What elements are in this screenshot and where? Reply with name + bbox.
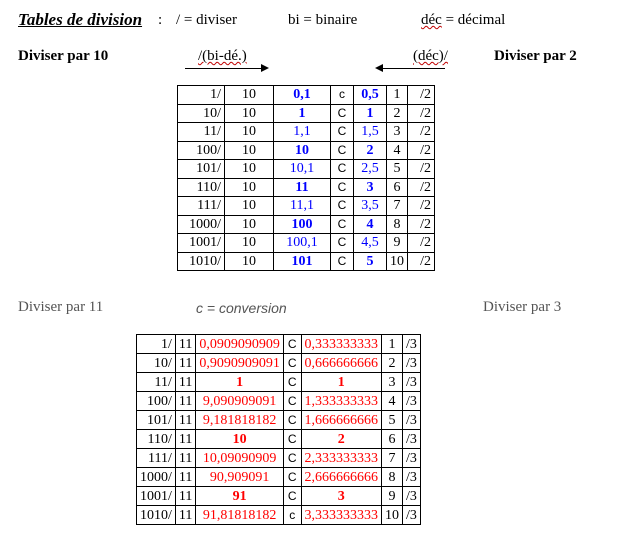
cell-divisor: 11 [175, 506, 195, 525]
cell-decimal-divisor: /2 [408, 86, 435, 105]
title-colon: : [158, 12, 163, 28]
cell-binary: 101/ [178, 160, 225, 179]
cell-decimal-result: 4 [354, 215, 387, 234]
cell-conversion: c [283, 506, 301, 525]
cell-divisor: 11 [175, 354, 195, 373]
table-row [178, 141, 435, 160]
cell-decimal-result: 1,5 [354, 123, 387, 142]
cell-divisor: 10 [225, 178, 274, 197]
cell-decimal: 7 [382, 449, 403, 468]
cell-conversion: C [283, 411, 301, 430]
cell-decimal-divisor: /2 [408, 234, 435, 253]
cell-binary-result: 90,909091 [196, 468, 284, 487]
cell-binary-result: 11 [274, 178, 331, 197]
table-row [137, 430, 421, 449]
cell-decimal: 1 [387, 86, 408, 105]
cell-binary-result: 10,1 [274, 160, 331, 179]
cell-decimal: 4 [382, 392, 403, 411]
cell-decimal-result: 0,666666666 [301, 354, 382, 373]
cell-conversion: C [283, 449, 301, 468]
cell-decimal-divisor: /3 [403, 430, 421, 449]
cell-decimal: 3 [387, 123, 408, 142]
legend-decimal-text: = décimal [441, 12, 506, 28]
arrow-label-bi-de: /(bi-dé.) [198, 48, 247, 64]
cell-decimal-divisor: /2 [408, 252, 435, 271]
cell-conversion: C [331, 178, 354, 197]
cell-decimal: 9 [387, 234, 408, 253]
cell-decimal-divisor: /3 [403, 487, 421, 506]
cell-divisor: 10 [225, 234, 274, 253]
cell-binary-result: 1,1 [274, 123, 331, 142]
cell-binary-result: 0,9090909091 [196, 354, 284, 373]
cell-binary-result: 0,1 [274, 86, 331, 105]
cell-divisor: 11 [175, 335, 195, 354]
cell-binary: 110/ [178, 178, 225, 197]
cell-decimal-result: 0,333333333 [301, 335, 382, 354]
cell-divisor: 10 [225, 160, 274, 179]
legend-diviser: / = diviser [176, 12, 237, 28]
cell-binary-result: 1 [196, 373, 284, 392]
cell-conversion: C [283, 335, 301, 354]
cell-conversion: C [331, 197, 354, 216]
table-row [137, 335, 421, 354]
cell-binary-result: 10 [196, 430, 284, 449]
cell-decimal: 9 [382, 487, 403, 506]
cell-binary: 111/ [178, 197, 225, 216]
cell-binary-result: 11,1 [274, 197, 331, 216]
cell-conversion: C [283, 392, 301, 411]
table-row [137, 411, 421, 430]
cell-binary: 1000/ [137, 468, 176, 487]
conversion-note: c = conversion [196, 300, 287, 316]
cell-binary: 1/ [178, 86, 225, 105]
heading-diviser-par-3: Diviser par 3 [483, 299, 562, 315]
cell-decimal: 6 [382, 430, 403, 449]
cell-conversion: C [331, 141, 354, 160]
cell-decimal-result: 3 [301, 487, 382, 506]
cell-decimal-result: 1,666666666 [301, 411, 382, 430]
cell-divisor: 11 [175, 449, 195, 468]
cell-decimal: 5 [387, 160, 408, 179]
cell-binary: 11/ [178, 123, 225, 142]
table-row [137, 354, 421, 373]
cell-divisor: 10 [225, 123, 274, 142]
table-row [137, 373, 421, 392]
heading-diviser-par-2: Diviser par 2 [494, 48, 577, 64]
cell-binary: 101/ [137, 411, 176, 430]
cell-decimal-divisor: /3 [403, 449, 421, 468]
cell-decimal-result: 4,5 [354, 234, 387, 253]
table-row [178, 197, 435, 216]
cell-conversion: C [331, 252, 354, 271]
cell-decimal-divisor: /2 [408, 141, 435, 160]
table-row [137, 506, 421, 525]
cell-binary-result: 9,090909091 [196, 392, 284, 411]
cell-decimal: 3 [382, 373, 403, 392]
cell-divisor: 10 [225, 141, 274, 160]
cell-conversion: C [331, 123, 354, 142]
cell-decimal-result: 2,5 [354, 160, 387, 179]
table-division-11-3 [136, 334, 421, 525]
cell-conversion: C [331, 234, 354, 253]
cell-divisor: 10 [225, 252, 274, 271]
cell-decimal-divisor: /3 [403, 373, 421, 392]
cell-decimal-result: 1 [354, 104, 387, 123]
cell-decimal-divisor: /3 [403, 335, 421, 354]
table-row [178, 234, 435, 253]
cell-conversion: C [283, 487, 301, 506]
cell-binary: 11/ [137, 373, 176, 392]
cell-binary: 1010/ [137, 506, 176, 525]
cell-binary: 111/ [137, 449, 176, 468]
cell-binary-result: 0,0909090909 [196, 335, 284, 354]
cell-decimal: 6 [387, 178, 408, 197]
cell-decimal: 1 [382, 335, 403, 354]
cell-divisor: 11 [175, 373, 195, 392]
cell-conversion: c [331, 86, 354, 105]
cell-decimal-result: 1 [301, 373, 382, 392]
cell-conversion: C [331, 104, 354, 123]
cell-decimal-result: 0,5 [354, 86, 387, 105]
table-row [137, 392, 421, 411]
cell-conversion: C [283, 354, 301, 373]
cell-decimal: 8 [382, 468, 403, 487]
cell-binary: 1010/ [178, 252, 225, 271]
cell-binary: 100/ [137, 392, 176, 411]
cell-decimal-result: 3,333333333 [301, 506, 382, 525]
table-row [137, 468, 421, 487]
cell-conversion: C [283, 430, 301, 449]
table-row [178, 123, 435, 142]
heading-diviser-par-11: Diviser par 11 [18, 299, 104, 315]
cell-decimal: 8 [387, 215, 408, 234]
cell-decimal-result: 3 [354, 178, 387, 197]
cell-decimal-divisor: /2 [408, 104, 435, 123]
arrow-label-dec: (déc)/ [413, 48, 448, 64]
arrow-right-icon [185, 68, 267, 69]
table-row [178, 252, 435, 271]
cell-decimal: 7 [387, 197, 408, 216]
cell-binary-result: 100 [274, 215, 331, 234]
cell-binary-result: 91,81818182 [196, 506, 284, 525]
cell-binary-result: 100,1 [274, 234, 331, 253]
cell-decimal: 5 [382, 411, 403, 430]
cell-decimal-divisor: /3 [403, 354, 421, 373]
cell-decimal-divisor: /3 [403, 506, 421, 525]
cell-divisor: 10 [225, 197, 274, 216]
table-division-10-2 [177, 85, 435, 271]
cell-decimal-result: 2,666666666 [301, 468, 382, 487]
cell-decimal: 4 [387, 141, 408, 160]
cell-decimal: 2 [387, 104, 408, 123]
cell-binary-result: 91 [196, 487, 284, 506]
cell-decimal-divisor: /3 [403, 411, 421, 430]
cell-decimal-divisor: /3 [403, 468, 421, 487]
legend-decimal [421, 12, 505, 29]
cell-divisor: 11 [175, 392, 195, 411]
cell-decimal-divisor: /2 [408, 160, 435, 179]
cell-decimal-result: 2 [354, 141, 387, 160]
cell-binary-result: 10 [274, 141, 331, 160]
legend-binaire: bi = binaire [288, 12, 358, 28]
legend-decimal-abbr: déc [421, 12, 442, 28]
table-row [137, 449, 421, 468]
cell-decimal-divisor: /2 [408, 123, 435, 142]
cell-binary-result: 1 [274, 104, 331, 123]
cell-conversion: C [331, 215, 354, 234]
cell-divisor: 11 [175, 430, 195, 449]
cell-decimal-result: 5 [354, 252, 387, 271]
table-row [178, 178, 435, 197]
page-title: Tables de division [18, 10, 143, 29]
table-row [137, 487, 421, 506]
table-row [178, 86, 435, 105]
cell-binary: 100/ [178, 141, 225, 160]
cell-binary: 1001/ [137, 487, 176, 506]
cell-divisor: 10 [225, 86, 274, 105]
cell-decimal-divisor: /3 [403, 392, 421, 411]
arrow-left-icon [377, 68, 445, 69]
cell-binary: 1/ [137, 335, 176, 354]
cell-decimal-divisor: /2 [408, 215, 435, 234]
cell-decimal-divisor: /2 [408, 178, 435, 197]
cell-decimal-divisor: /2 [408, 197, 435, 216]
table-row [178, 104, 435, 123]
cell-divisor: 10 [225, 215, 274, 234]
cell-decimal-result: 1,333333333 [301, 392, 382, 411]
cell-binary-result: 101 [274, 252, 331, 271]
cell-binary: 10/ [137, 354, 176, 373]
cell-conversion: C [283, 373, 301, 392]
cell-conversion: C [331, 160, 354, 179]
cell-divisor: 11 [175, 468, 195, 487]
cell-decimal: 10 [382, 506, 403, 525]
cell-decimal-result: 2,333333333 [301, 449, 382, 468]
cell-binary: 1001/ [178, 234, 225, 253]
cell-binary: 1000/ [178, 215, 225, 234]
cell-binary: 10/ [178, 104, 225, 123]
cell-binary-result: 10,09090909 [196, 449, 284, 468]
table-row [178, 215, 435, 234]
table-row [178, 160, 435, 179]
cell-decimal: 10 [387, 252, 408, 271]
heading-diviser-par-10: Diviser par 10 [18, 48, 109, 64]
cell-divisor: 10 [225, 104, 274, 123]
cell-decimal: 2 [382, 354, 403, 373]
cell-binary-result: 9,181818182 [196, 411, 284, 430]
cell-divisor: 11 [175, 487, 195, 506]
cell-decimal-result: 2 [301, 430, 382, 449]
cell-decimal-result: 3,5 [354, 197, 387, 216]
cell-divisor: 11 [175, 411, 195, 430]
cell-binary: 110/ [137, 430, 176, 449]
cell-conversion: C [283, 468, 301, 487]
